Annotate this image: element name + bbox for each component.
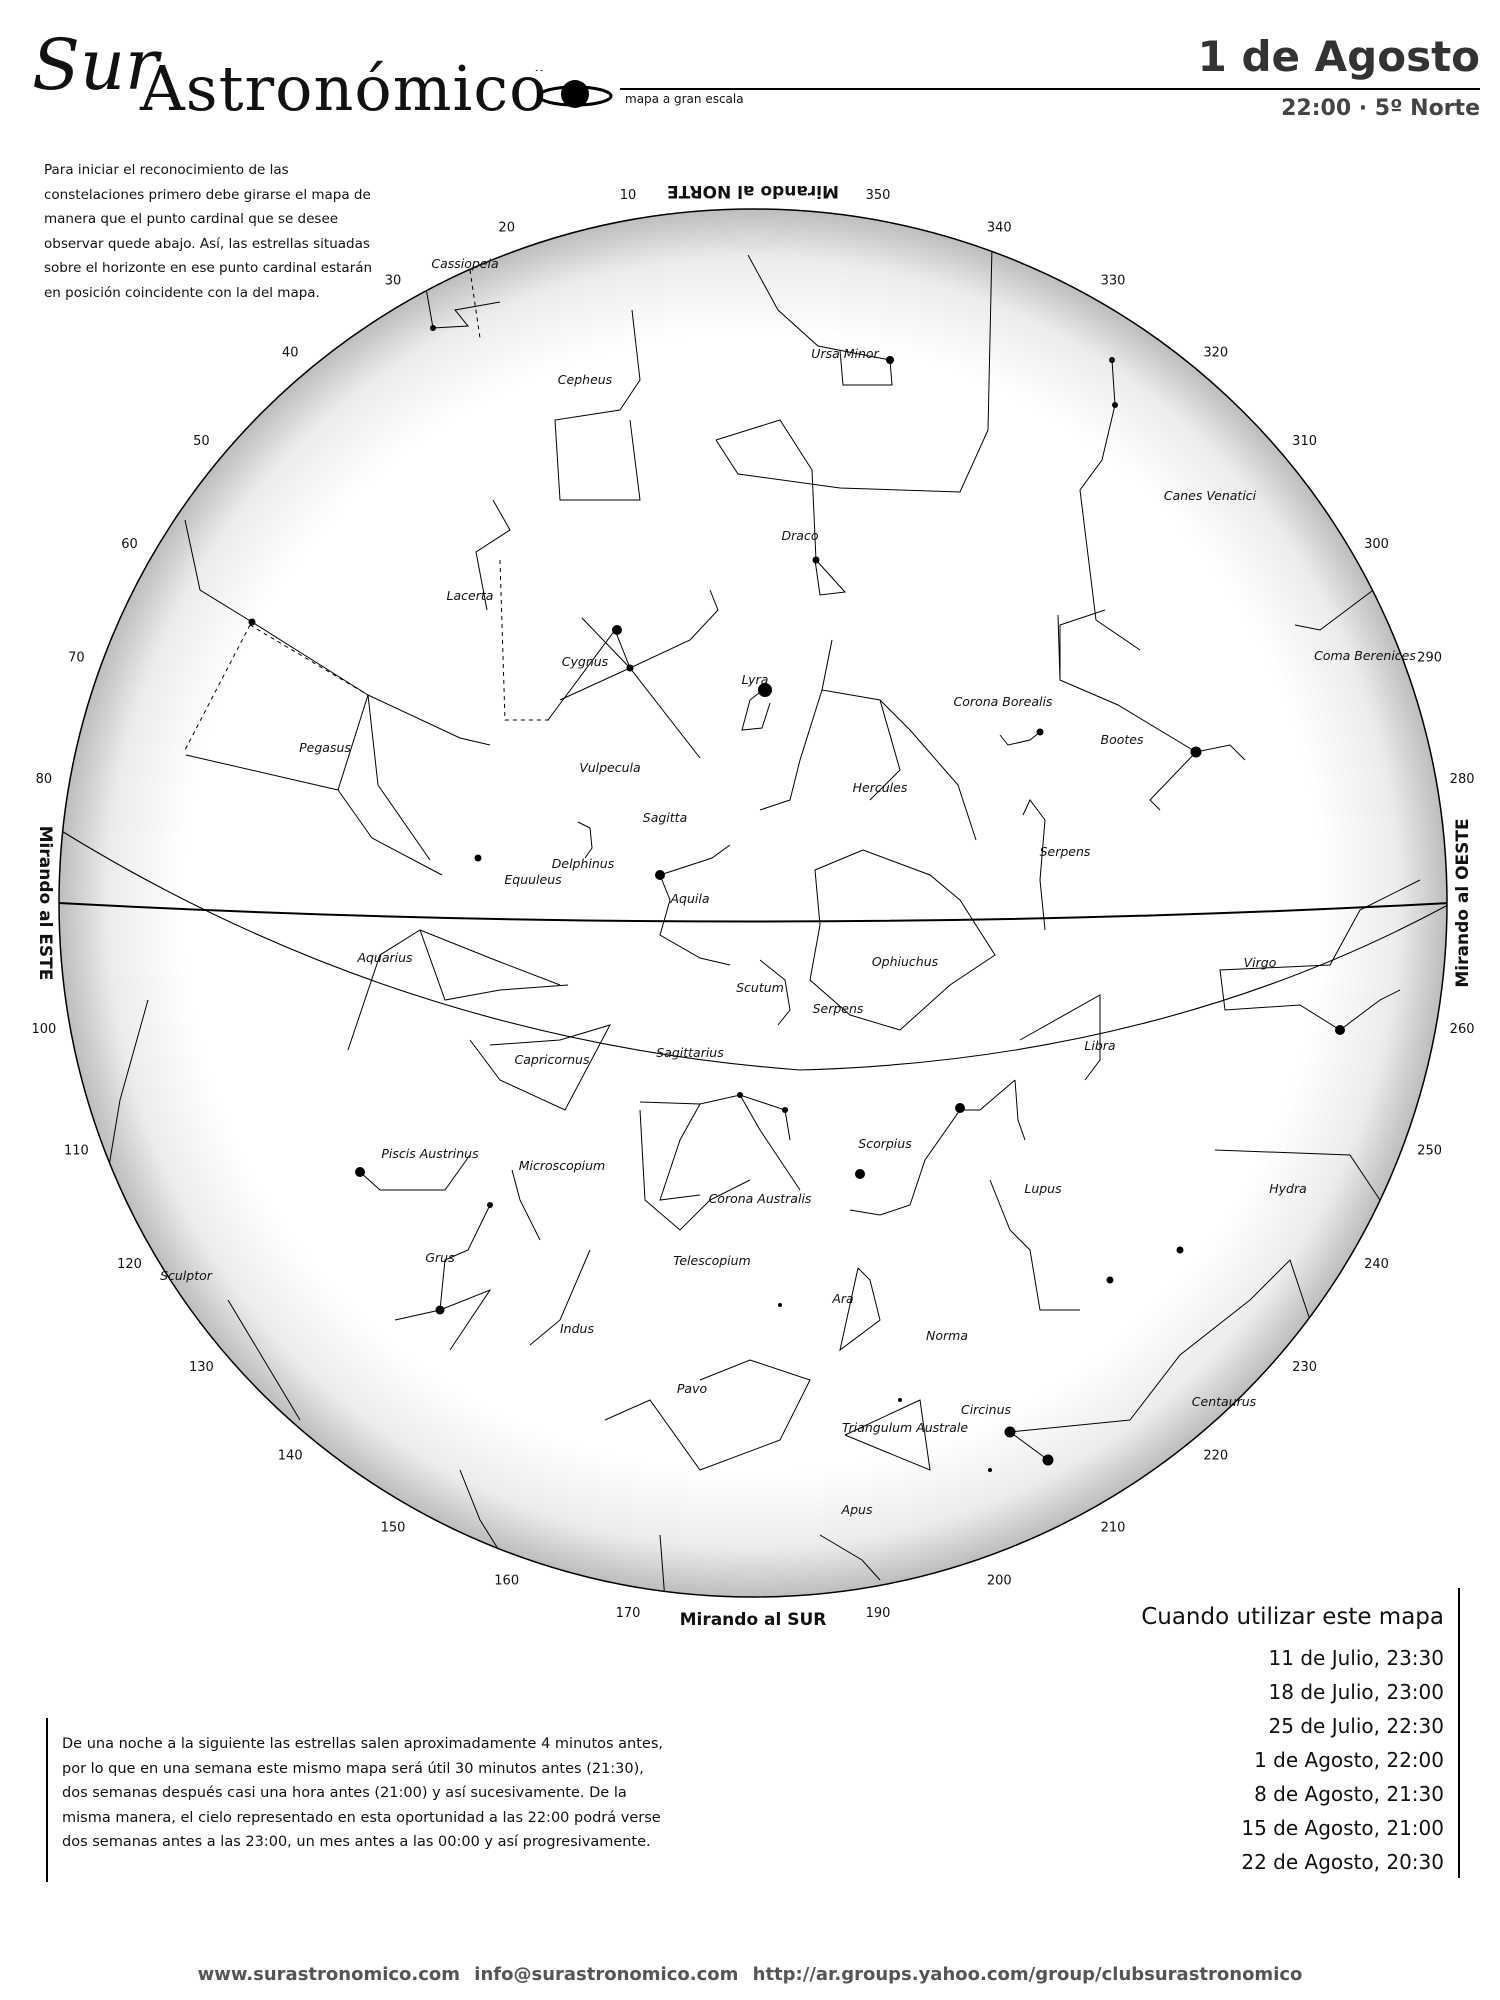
constellation-label: Lupus <box>1024 1181 1062 1196</box>
usage-line: 22 de Agosto, 20:30 <box>1241 1850 1444 1874</box>
degree-label: 170 <box>615 1606 641 1622</box>
cardinal-north: Mirando al NORTE <box>667 181 839 201</box>
constellation-label: Scorpius <box>858 1136 912 1151</box>
usage-line: 25 de Julio, 22:30 <box>1268 1714 1444 1738</box>
degree-label: 200 <box>986 1573 1012 1589</box>
degree-label: 350 <box>865 187 891 203</box>
constellation-label: Telescopium <box>673 1253 751 1268</box>
cardinal-west: Mirando al OESTE <box>1453 818 1473 988</box>
constellation-label: Hydra <box>1269 1181 1307 1196</box>
degree-label: 250 <box>1417 1143 1443 1159</box>
constellation-label: Triangulum Australe <box>841 1420 969 1435</box>
degree-label: 20 <box>498 220 515 236</box>
constellation-label: Scutum <box>736 980 784 995</box>
date-title: 1 de Agosto <box>1197 32 1480 81</box>
constellation-label: Piscis Austrinus <box>381 1146 479 1161</box>
constellation-label: Draco <box>781 528 819 543</box>
intro-text: Para iniciar el reconocimiento de las constelaciones primero debe girarse el mapa de manera que el punto cardinal que se desee observar quede abajo. Así, las estrellas situadas sobre el horizonte en ese punto cardinal estarán en posición coincidente con la del mapa. <box>44 162 373 301</box>
degree-label: 10 <box>619 187 637 203</box>
constellation-label: Pavo <box>676 1381 708 1396</box>
degree-label: 240 <box>1364 1257 1389 1272</box>
constellation-label: Norma <box>926 1328 968 1343</box>
constellation-label: Corona Australis <box>708 1191 812 1206</box>
degree-label: 30 <box>384 273 402 289</box>
note-box <box>46 1718 678 1882</box>
constellation-label: Vulpecula <box>579 760 641 775</box>
cardinal-east: Mirando al ESTE <box>35 825 55 981</box>
constellation-label: Ophiuchus <box>871 954 939 969</box>
constellation-label: Sagitta <box>642 810 688 825</box>
usage-line: 11 de Julio, 23:30 <box>1268 1646 1444 1670</box>
degree-label: 110 <box>63 1143 89 1159</box>
constellation-label: Ursa Minor <box>811 346 879 361</box>
constellation-label: Virgo <box>1243 955 1277 970</box>
usage-title: Cuando utilizar este mapa <box>1141 1604 1444 1630</box>
degree-label: 60 <box>121 537 138 552</box>
degree-label: 340 <box>986 220 1012 236</box>
constellation-label: Bootes <box>1100 732 1144 747</box>
degree-label: 80 <box>35 772 53 787</box>
logo-sur: Sur <box>32 24 159 106</box>
degree-label: 230 <box>1292 1359 1318 1375</box>
constellation-label: Cassiopeia <box>431 256 499 271</box>
constellation-label: Centaurus <box>1191 1394 1257 1409</box>
degree-label: 290 <box>1417 650 1443 666</box>
degree-label: 260 <box>1449 1022 1475 1037</box>
time-latitude: 22:00 · 5º Norte <box>1281 96 1480 121</box>
constellation-label: Grus <box>425 1250 455 1265</box>
degree-label: 40 <box>281 345 299 361</box>
note-text: De una noche a la siguiente las estrellas salen aproximadamente 4 minutos antes, por lo que en una semana este mismo mapa será útil 30 minutos antes (21:30), dos semanas después casi una hora antes (21:00) y así sucesivamente. De la misma manera, el cielo representado en esta oportunidad a las 22:00 podrá verse dos semanas antes a las 23:00, un mes antes a las 00:00 y así progresivamente. <box>62 1736 664 1850</box>
degree-label: 150 <box>380 1520 406 1536</box>
footer-links: www.surastronomico.com info@surastronomico.com http://ar.groups.yahoo.com/group/clubsurastronomico <box>197 1964 1303 1985</box>
constellation-label: Delphinus <box>551 856 615 871</box>
constellation-label: Apus <box>841 1502 873 1517</box>
subtitle: mapa a gran escala <box>625 92 744 106</box>
constellation-label: Capricornus <box>514 1052 590 1067</box>
degree-label: 120 <box>117 1257 142 1272</box>
constellation-label: Cygnus <box>561 654 609 669</box>
constellation-label: Pegasus <box>299 740 351 755</box>
degree-label: 50 <box>193 434 210 450</box>
degree-label: 70 <box>68 650 85 666</box>
degree-label: 140 <box>277 1448 303 1464</box>
degree-label: 100 <box>31 1022 57 1037</box>
logo-astronomico: Astronómico <box>140 52 548 125</box>
degree-label: 190 <box>865 1606 891 1622</box>
degree-label: 310 <box>1292 434 1318 450</box>
usage-line: 1 de Agosto, 22:00 <box>1254 1748 1444 1772</box>
cardinal-south: Mirando al SUR <box>679 1610 827 1630</box>
constellation-label: Indus <box>560 1321 594 1336</box>
degree-label: 220 <box>1203 1448 1229 1464</box>
usage-box <box>1140 1588 1460 1878</box>
constellation-label: Sculptor <box>160 1268 212 1283</box>
degree-label: 280 <box>1449 772 1475 787</box>
usage-line: 8 de Agosto, 21:30 <box>1254 1782 1444 1806</box>
constellation-label: Ara <box>832 1291 854 1306</box>
constellation-label: Lyra <box>741 672 769 687</box>
constellation-label: Cepheus <box>557 372 613 387</box>
degree-label: 130 <box>188 1359 214 1375</box>
sky-disc <box>59 209 1447 1597</box>
constellation-label: Aquarius <box>357 950 413 965</box>
constellation-label: Corona Borealis <box>953 694 1053 709</box>
constellation-label: Canes Venatici <box>1163 488 1257 503</box>
usage-line: 15 de Agosto, 21:00 <box>1241 1816 1444 1840</box>
constellation-label: Microscopium <box>518 1158 606 1173</box>
degree-label: 210 <box>1100 1520 1126 1536</box>
usage-line: 18 de Julio, 23:00 <box>1268 1680 1444 1704</box>
constellation-label: Coma Berenices <box>1314 648 1416 663</box>
constellation-label: Aquila <box>670 891 710 906</box>
constellation-label: Hercules <box>852 780 908 795</box>
constellation-label: Serpens <box>1039 844 1091 859</box>
constellation-label: Sagittarius <box>656 1045 724 1060</box>
degree-label: 160 <box>494 1573 520 1589</box>
constellation-label: Equuleus <box>504 872 562 887</box>
degree-label: 330 <box>1100 273 1126 289</box>
degree-label: 320 <box>1203 345 1229 361</box>
constellation-label: Libra <box>1084 1038 1116 1053</box>
constellation-label: Circinus <box>960 1402 1012 1417</box>
constellation-label: Lacerta <box>446 588 494 603</box>
degree-label: 300 <box>1364 537 1389 552</box>
constellation-label: Serpens <box>812 1001 864 1016</box>
